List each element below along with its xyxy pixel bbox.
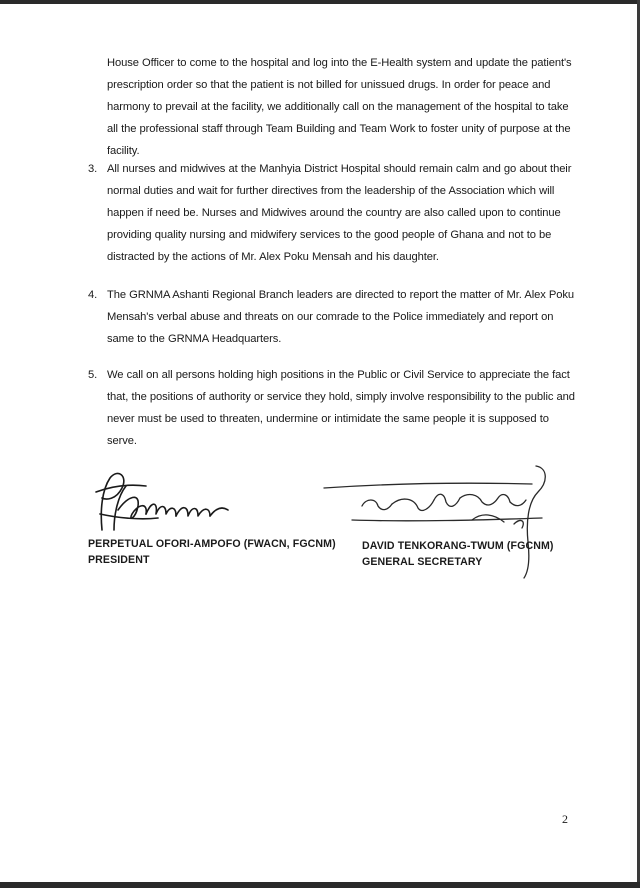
page-number: 2 (562, 812, 568, 826)
signatory-general-secretary (362, 538, 554, 570)
top-border (0, 0, 640, 4)
signatory-title: PRESIDENT (88, 554, 150, 566)
signatory-title: GENERAL SECRETARY (362, 556, 483, 568)
item-number: 3. (88, 163, 98, 175)
item-text: All nurses and midwives at the Manhyia District Hospital should remain calm and go about their normal duties and wait for further directives from the leadership of the Association which will happen if need be. Nurses and Midwives around the country are also called upon to continue providing quality nursing and midwifery services to the good people of Ghana and not to be distracted by the actions of Mr. Alex Poku Mensah and his daughter. (107, 163, 572, 263)
signatory-president (88, 536, 336, 568)
president-signature (88, 470, 248, 536)
signatory-name: PERPETUAL OFORI-AMPOFO (FWACN, FGCNM) (88, 538, 336, 550)
item-text: We call on all persons holding high positions in the Public or Civil Service to appreciate the fact that, the positions of authority or service they hold, simply involve responsibility to the public and never must be used to threaten, undermine or intimidate the same people it is supposed to serve. (107, 369, 575, 447)
item-number: 4. (88, 289, 98, 301)
list-item (88, 364, 578, 452)
signatory-name: DAVID TENKORANG-TWUM (FGCNM) (362, 540, 554, 552)
list-item (88, 158, 578, 268)
bottom-border (0, 882, 640, 888)
item-number: 5. (88, 369, 98, 381)
lead-paragraph: House Officer to come to the hospital and log into the E-Health system and update the patient's prescription order so that the patient is not billed for unissued drugs. In order for peace and harmony to prevail at the facility, we additionally call on the management of the hospital to take all the professional staff through Team Building and Team Work to foster unity of purpose at the facility. (107, 57, 572, 157)
item-text: The GRNMA Ashanti Regional Branch leaders are directed to report the matter of Mr. Alex Poku Mensah's verbal abuse and threats on our comrade to the Police immediately and report on same to the GRNMA Headquarters. (107, 289, 575, 345)
list-item (88, 284, 578, 350)
